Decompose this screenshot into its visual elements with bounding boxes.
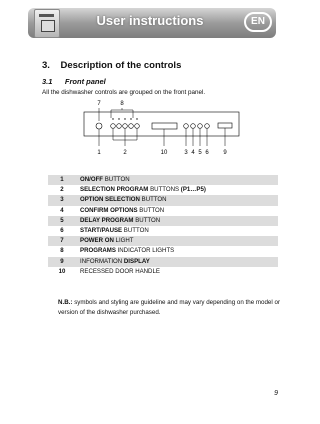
row-number: 9 — [60, 257, 64, 265]
row-number: 7 — [60, 237, 64, 245]
row-label: SELECTION PROGRAM BUTTONS (P1…P5) — [80, 186, 206, 194]
door-handle-shape — [152, 123, 177, 129]
row-label: CONFIRM OPTIONS BUTTON — [80, 206, 165, 214]
row-number: 1 — [60, 176, 64, 183]
table-row — [48, 206, 278, 216]
language-badge: EN — [244, 12, 272, 32]
row-number: 2 — [60, 186, 64, 194]
diagram-label-5: 5 — [198, 150, 202, 156]
diagram-label-3: 3 — [184, 150, 188, 156]
row-label: OPTION SELECTION BUTTON — [80, 196, 167, 204]
note-label: N.B.: — [58, 299, 73, 306]
row-label: PROGRAMS INDICATOR LIGHTS — [80, 247, 175, 255]
intro-text: All the dishwasher controls are grouped on the front panel. — [42, 89, 206, 96]
diagram-label-2: 2 — [123, 150, 127, 156]
row-label: INFORMATION DISPLAY — [80, 257, 150, 265]
note-paragraph — [58, 298, 280, 317]
row-number: 6 — [60, 226, 64, 234]
diagram-label-4: 4 — [191, 150, 195, 156]
diagram-label-6: 6 — [205, 150, 209, 156]
row-label: RECESSED DOOR HANDLE — [80, 267, 160, 275]
display-shape — [218, 123, 232, 128]
row-label: START/PAUSE BUTTON — [80, 226, 149, 234]
subsection-title: 3.1 Front panel — [42, 77, 106, 86]
front-panel-diagram — [80, 96, 240, 158]
row-number: 3 — [60, 196, 64, 204]
diagram-label-1: 1 — [97, 150, 101, 156]
row-number: 4 — [60, 206, 64, 214]
table-row — [48, 267, 278, 277]
row-number: 8 — [60, 247, 64, 255]
table-row — [48, 226, 278, 236]
header-title: User instructions — [96, 13, 204, 28]
table-row — [48, 216, 278, 226]
table-row — [48, 236, 278, 246]
row-label: ON/OFF BUTTON — [80, 176, 130, 183]
row-label: POWER ON LIGHT — [80, 237, 134, 245]
row-number: 10 — [58, 267, 66, 275]
panel-outline — [84, 112, 239, 136]
controls-table — [48, 175, 278, 277]
table-row — [48, 246, 278, 256]
row-label: DELAY PROGRAM BUTTON — [80, 216, 161, 224]
table-row — [48, 257, 278, 267]
table-row — [48, 195, 278, 205]
section-title: 3. Description of the controls — [42, 60, 182, 71]
diagram-label-8: 8 — [120, 101, 124, 107]
table-row — [48, 185, 278, 195]
page-number: 9 — [274, 390, 278, 397]
diagram-label-9: 9 — [223, 150, 227, 156]
diagram-label-7: 7 — [97, 101, 101, 107]
diagram-label-10: 10 — [160, 150, 168, 156]
note-text: symbols and styling are guideline and may vary depending on the model or version of the dishwasher purchased. — [58, 299, 280, 316]
on-off-button-shape — [96, 123, 102, 129]
table-row — [48, 175, 278, 185]
row-number: 5 — [60, 216, 64, 224]
